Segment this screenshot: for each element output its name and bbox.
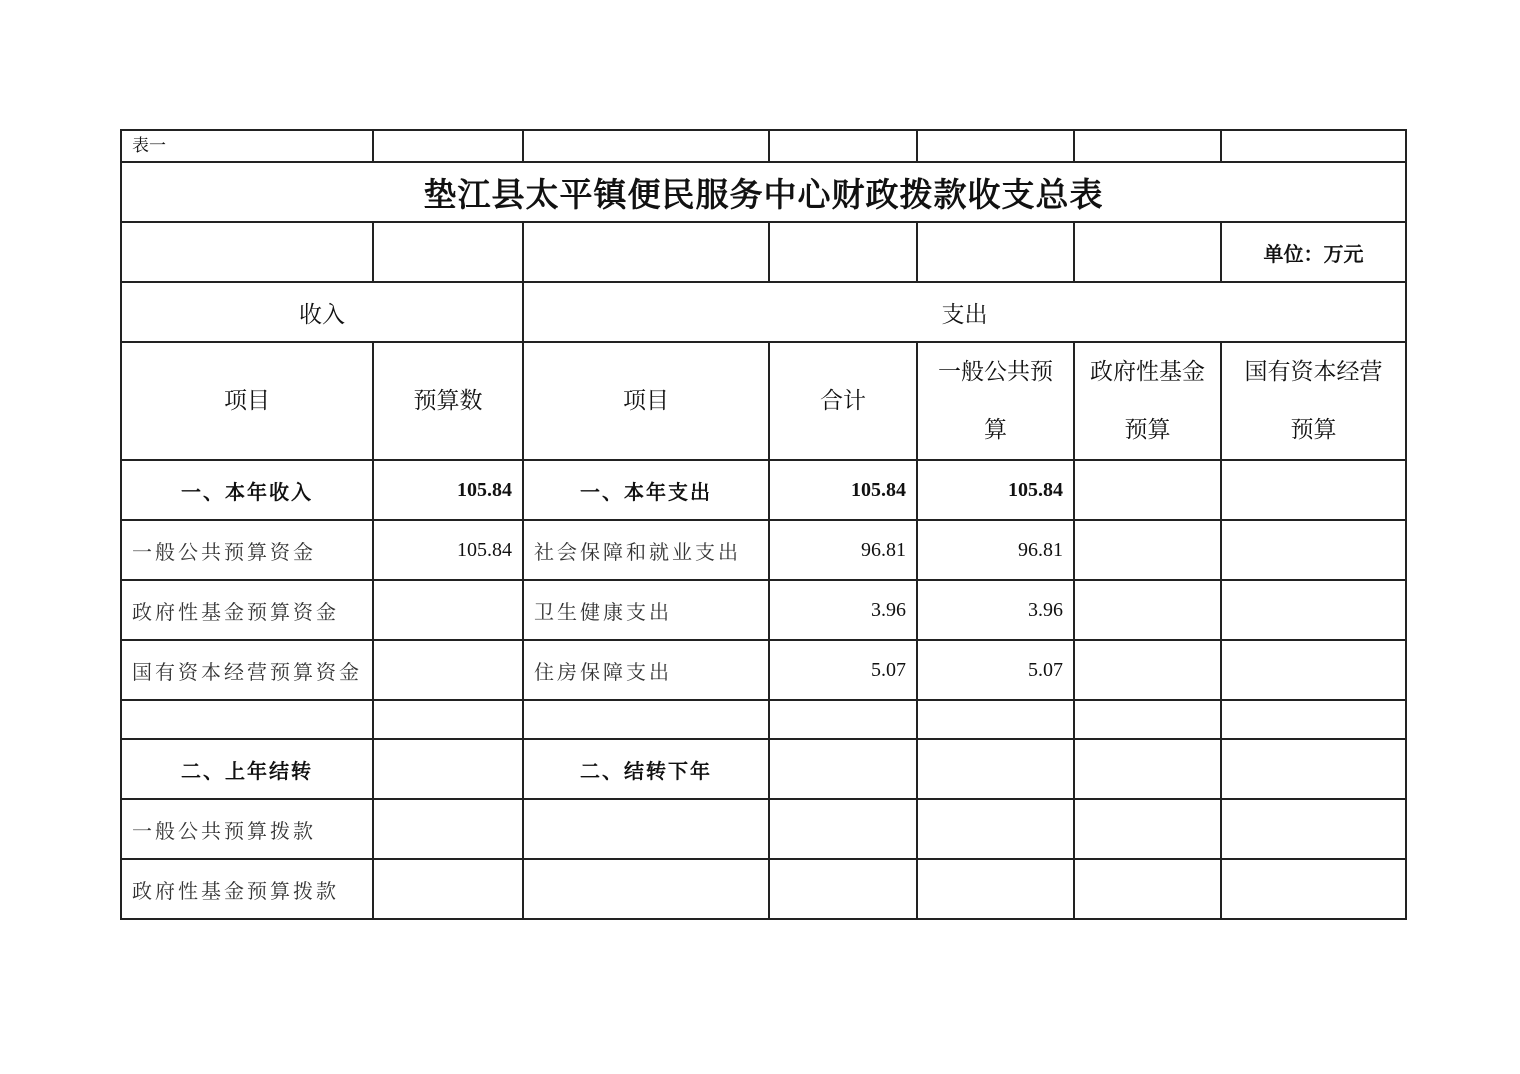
income-value: [373, 640, 523, 700]
expense-item: 住房保障支出: [523, 640, 769, 700]
general-value: [917, 739, 1074, 799]
state-capital-value: [1221, 640, 1406, 700]
general-value: 3.96: [917, 580, 1074, 640]
col-income-budget: 预算数: [373, 342, 523, 460]
income-item: [121, 700, 373, 739]
total-value: 3.96: [769, 580, 917, 640]
table-row: [121, 700, 1406, 739]
expense-item: [523, 859, 769, 919]
income-value: [373, 700, 523, 739]
gov-fund-value: [1074, 739, 1221, 799]
income-value: [373, 580, 523, 640]
total-value: [769, 700, 917, 739]
total-value: [769, 739, 917, 799]
expense-header: 支出: [523, 282, 1406, 342]
general-value: [917, 859, 1074, 919]
gov-fund-value: [1074, 700, 1221, 739]
column-header-row: [121, 342, 1406, 460]
table-label: 表一: [121, 130, 373, 162]
expense-item: [523, 700, 769, 739]
income-item: 一般公共预算拨款: [121, 799, 373, 859]
col-general-budget: 一般公共预 算: [917, 342, 1074, 460]
col-expense-item: 项目: [523, 342, 769, 460]
income-value: [373, 859, 523, 919]
income-item: 一、本年收入: [121, 460, 373, 520]
general-value: 105.84: [917, 460, 1074, 520]
table-row: [121, 640, 1406, 700]
col-gov-fund-budget: 政府性基金 预算: [1074, 342, 1221, 460]
income-item: 一般公共预算资金: [121, 520, 373, 580]
state-capital-value: [1221, 520, 1406, 580]
col-state-capital-budget: 国有资本经营 预算: [1221, 342, 1406, 460]
income-item: 政府性基金预算拨款: [121, 859, 373, 919]
unit-label: 单位：万元: [1221, 222, 1406, 282]
income-header: 收入: [121, 282, 523, 342]
gov-fund-value: [1074, 859, 1221, 919]
state-capital-value: [1221, 700, 1406, 739]
total-value: [769, 859, 917, 919]
table-row: [121, 739, 1406, 799]
label-row: [121, 130, 1406, 162]
col-total: 合计: [769, 342, 917, 460]
unit-row: [121, 222, 1406, 282]
state-capital-value: [1221, 460, 1406, 520]
total-value: 5.07: [769, 640, 917, 700]
general-value: 96.81: [917, 520, 1074, 580]
page-title: 垫江县太平镇便民服务中心财政拨款收支总表: [121, 162, 1406, 222]
total-value: 105.84: [769, 460, 917, 520]
state-capital-value: [1221, 739, 1406, 799]
state-capital-value: [1221, 799, 1406, 859]
income-item: 政府性基金预算资金: [121, 580, 373, 640]
expense-item: [523, 799, 769, 859]
income-value: 105.84: [373, 520, 523, 580]
total-value: [769, 799, 917, 859]
col-income-item: 项目: [121, 342, 373, 460]
income-item: 国有资本经营预算资金: [121, 640, 373, 700]
table-row: [121, 460, 1406, 520]
table-row: [121, 859, 1406, 919]
budget-summary-table: [120, 129, 1407, 920]
income-value: [373, 799, 523, 859]
expense-item: 卫生健康支出: [523, 580, 769, 640]
gov-fund-value: [1074, 799, 1221, 859]
table-row: [121, 520, 1406, 580]
state-capital-value: [1221, 859, 1406, 919]
title-row: [121, 162, 1406, 222]
income-value: 105.84: [373, 460, 523, 520]
table-row: [121, 580, 1406, 640]
expense-item: 二、结转下年: [523, 739, 769, 799]
general-value: [917, 700, 1074, 739]
gov-fund-value: [1074, 580, 1221, 640]
total-value: 96.81: [769, 520, 917, 580]
expense-item: 社会保障和就业支出: [523, 520, 769, 580]
general-value: [917, 799, 1074, 859]
gov-fund-value: [1074, 460, 1221, 520]
state-capital-value: [1221, 580, 1406, 640]
income-value: [373, 739, 523, 799]
table-row: [121, 799, 1406, 859]
section-header-row: [121, 282, 1406, 342]
gov-fund-value: [1074, 640, 1221, 700]
income-item: 二、上年结转: [121, 739, 373, 799]
gov-fund-value: [1074, 520, 1221, 580]
general-value: 5.07: [917, 640, 1074, 700]
expense-item: 一、本年支出: [523, 460, 769, 520]
